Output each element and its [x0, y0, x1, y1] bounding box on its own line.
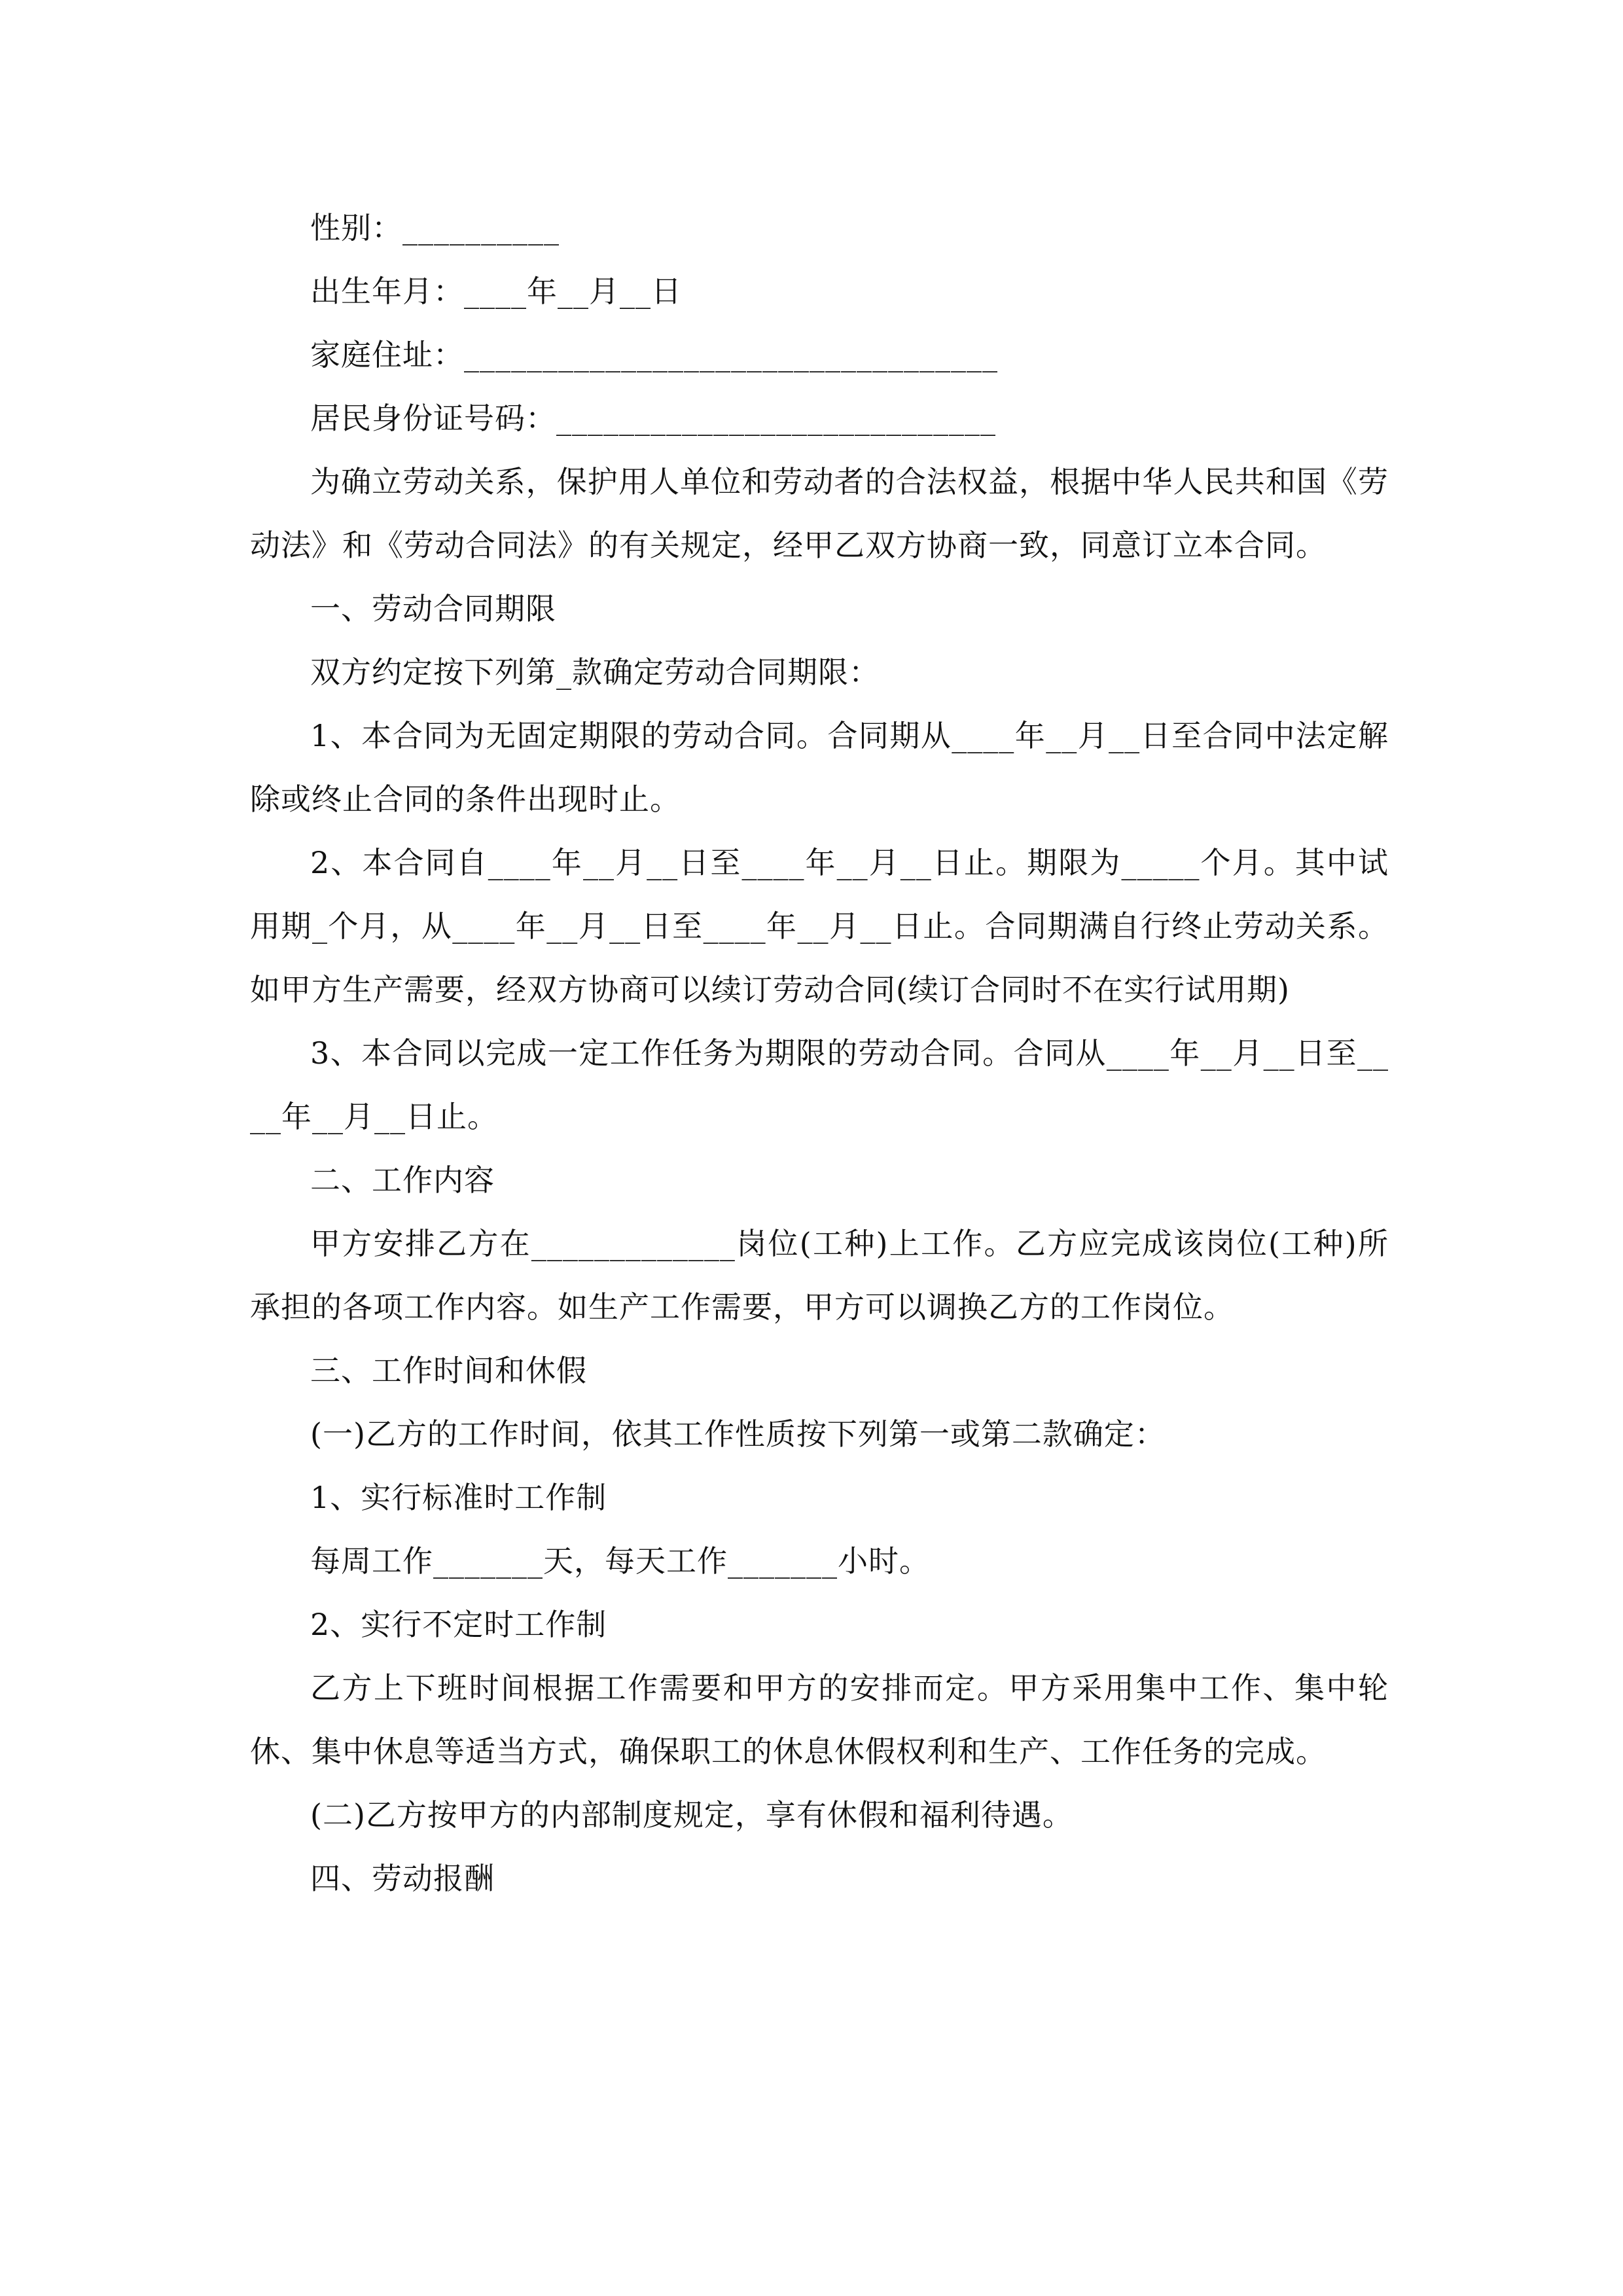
flexible-hours-detail: 乙方上下班时间根据工作需要和甲方的安排而定。甲方采用集中工作、集中轮休、集中休息等适当方式，确保职工的休息休假权利和生产、工作任务的完成。 — [250, 1670, 1389, 1769]
work-content-paragraph: 甲方安排乙方在_____________岗位(工种)上工作。乙方应完成该岗位(工种)所承担的各项工作内容。如生产工作需要，甲方可以调换乙方的工作岗位。 — [250, 1226, 1389, 1325]
contract-term-clause-1: 1、本合同为无固定期限的劳动合同。合同期从____年__月__日至合同中法定解除或终止合同的条件出现时止。 — [250, 718, 1389, 817]
home-address-field-line: 家庭住址：__________________________________ — [310, 337, 998, 372]
gender-field-line: 性别：__________ — [310, 210, 560, 245]
section-heading-work-content: 二、工作内容 — [310, 1162, 495, 1198]
contract-term-clause-3: 3、本合同以完成一定工作任务为期限的劳动合同。合同从____年__月__日至____年__月__日止。 — [250, 1035, 1389, 1134]
section-heading-remuneration: 四、劳动报酬 — [310, 1861, 495, 1896]
contract-term-clause-2: 2、本合同自____年__月__日至____年__月__日止。期限为_____个月。其中试用期_个月，从____年__月__日至____年__月__日止。合同期满自行终止劳动关系。如甲方生产需要，经双方协商可以续订劳动合同(续订合同时不在实行试用期) — [250, 845, 1389, 1007]
id-number-field-line: 居民身份证号码：____________________________ — [310, 401, 996, 436]
working-hours-subsection-1: (一)乙方的工作时间，依其工作性质按下列第一或第二款确定： — [310, 1416, 1166, 1452]
birth-date-field-line: 出生年月：____年__月__日 — [310, 274, 682, 309]
contract-term-intro: 双方约定按下列第_款确定劳动合同期限： — [310, 655, 880, 690]
preamble-paragraph: 为确立劳动关系，保护用人单位和劳动者的合法权益，根据中华人民共和国《劳动法》和《劳动合同法》的有关规定，经甲乙双方协商一致，同意订立本合同。 — [250, 464, 1389, 563]
standard-hours-heading: 1、实行标准时工作制 — [310, 1480, 607, 1515]
standard-hours-detail: 每周工作_______天，每天工作_______小时。 — [310, 1543, 930, 1579]
section-heading-contract-term: 一、劳动合同期限 — [310, 591, 556, 626]
section-heading-working-hours: 三、工作时间和休假 — [310, 1353, 587, 1388]
document-body — [250, 196, 1389, 1910]
flexible-hours-heading: 2、实行不定时工作制 — [310, 1607, 607, 1642]
working-hours-subsection-2: (二)乙方按甲方的内部制度规定，享有休假和福利待遇。 — [310, 1797, 1073, 1833]
